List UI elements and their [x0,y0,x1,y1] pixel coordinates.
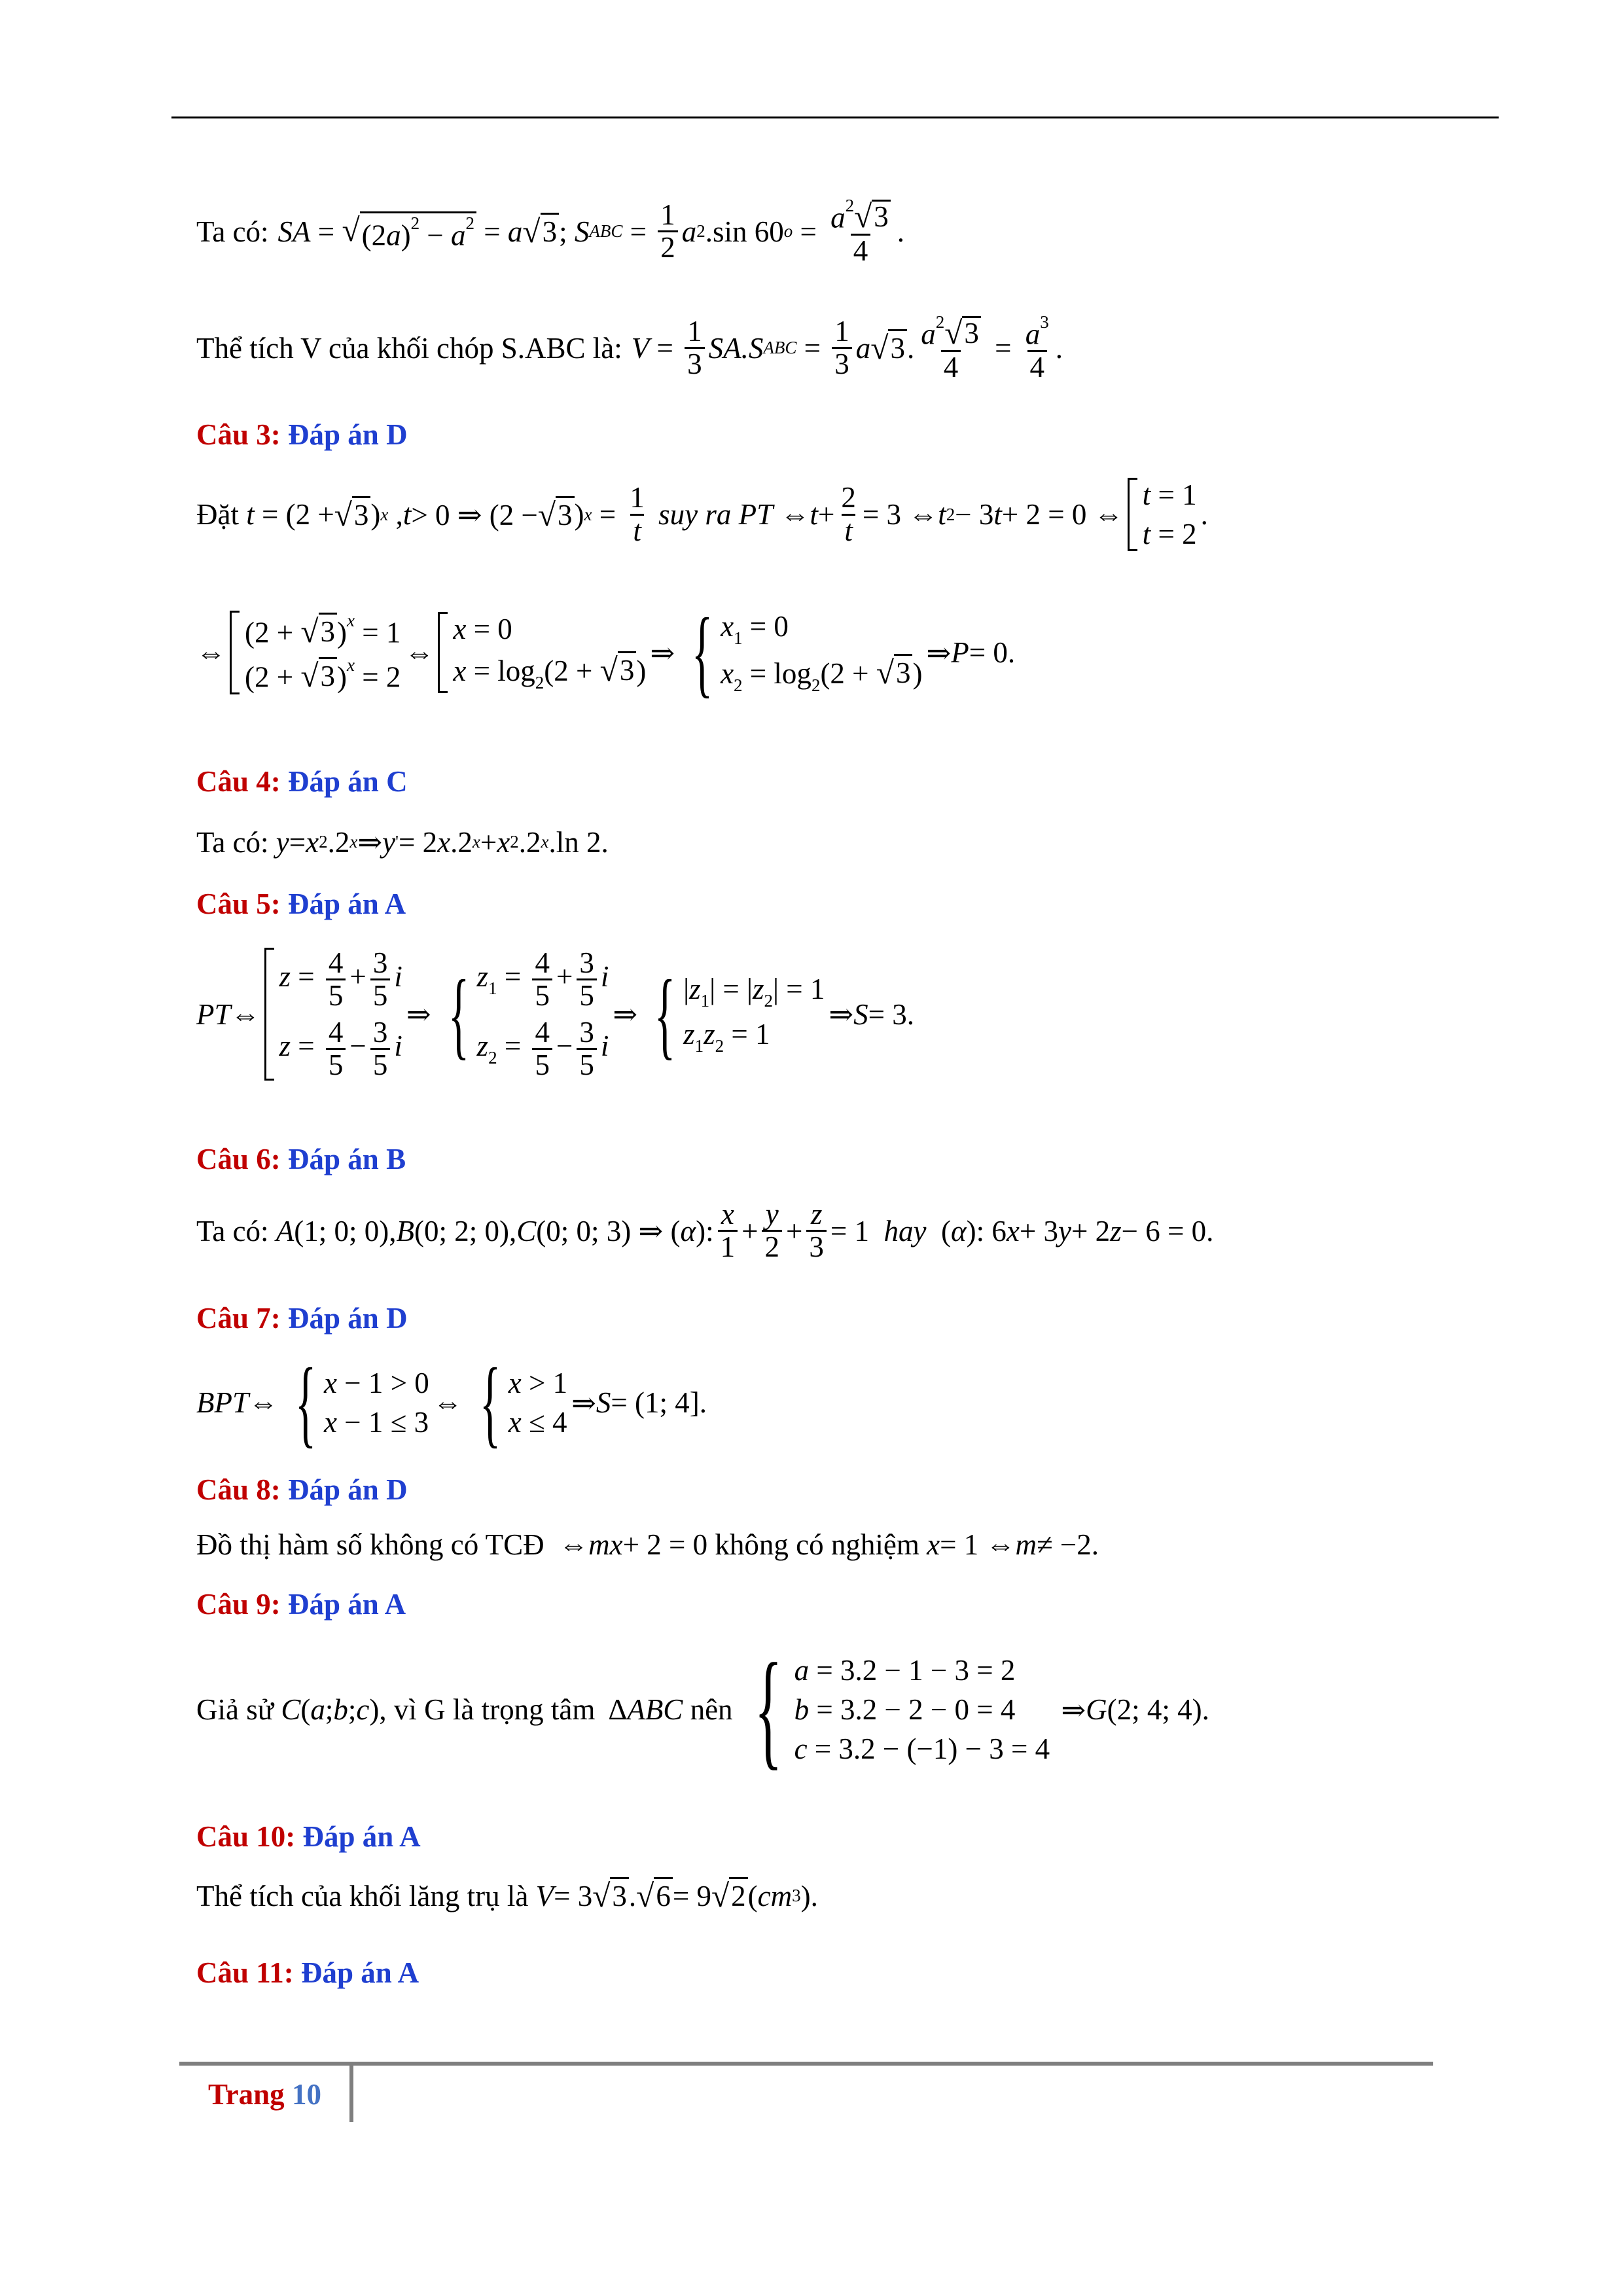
question-5-heading: Câu 5: Đáp án A [196,888,406,920]
question-6-heading: Câu 6: Đáp án B [196,1143,406,1175]
question-7-heading: Câu 7: Đáp án D [196,1302,408,1335]
sa-area-line: Ta có: SA = √ $(2a)^2 - a^2$ = a √ 3 ; S ABC = $\frac{1}{2}$ a 2 .sin 60 o = $a^2$ √ 3 4 . [196,196,905,268]
q7-inequality-line: BPT ⇔ { x − 1 > 0 x − 1 ≤ 3 ⇔ { x > 1 x ≤ 4 ⇒ S = (1; 4]. [196,1348,707,1457]
question-8-heading: Câu 8: Đáp án D [196,1473,408,1506]
q9-centroid-line: Giả sử C ( a ; b ; c ) , vì G là trọng tâm Δ ABC nên { a = 3.2 − 1 − 3 = 2 b = 3.2 − 2 − 0 = 4 c = 3.2 − (−1) − 3 = 4 ⇒ G (2; 4; 4). [196,1637,1209,1782]
question-4-heading: Câu 4: Đáp án C [196,765,408,798]
q3-solution-line: ⇔ (2 + √ 3 )$^x$ = 1 (2 + √ 3 )$^x$ = 2 ⇔ x = 0 $x = \log_2(2$ + √ 3 ) ⇒ { $x_1 = 0$ $x_2 = \log_2(2$ + √ 3 ) ⇒ P = 0. [196,598,1016,707]
q5-solution-line: PT ⇔ z = $\frac{4}{5}$ + $\frac{3}{5}$ i z = $\frac{4}{5}$ − $\frac{3}{5}$ i ⇒ { $z_1$ = $\frac{4}{5}$ + $\frac{3}{5}$ i $z_2$ = $\frac{4}{5}$ − $\frac{3}{5}$ i ⇒ { $|z_1| = |z_2| = 1$ $z_1z_2 = 1$ ⇒ S = 3. [196,946,915,1081]
q8-asymptote-line: Đồ thị hàm số không có TCĐ ⇔ mx + 2 = 0 không có nghiệm x = 1 ⇔ m ≠ −2. [196,1528,1099,1561]
volume-line: Thể tích V của khối chóp S.ABC là: V = $\frac{1}{3}$ SA.S ABC = $\frac{1}{3}$ a √ 3 . $a^2$ √ 3 4 = $\frac{a^3}{4}$ . [196,312,1063,384]
question-10-heading: Câu 10: Đáp án A [196,1820,421,1853]
q4-derivative-line: Ta có: y = x 2 .2 x ⇒ y ' = 2 x .2 x + x 2 .2 x .ln 2. [196,825,609,859]
page-number: Trang 10 [208,2078,321,2111]
header-rule [171,117,1499,118]
footer-rule [179,2062,1433,2066]
line-prefix: Ta có: [196,215,269,248]
q3-substitution-line: Đặt t = (2 + √ 3 ) x , t > 0 ⇒ (2 − √ 3 ) x = $\frac{1}{t}$ suy ra PT ⇔ t + $\frac{2}{t}$ = 3 ⇔ t 2 − 3 t + 2 = 0 ⇔ t = 1 t = 2 . [196,478,1208,550]
question-11-heading: Câu 11: Đáp án A [196,1956,419,1989]
question-9-heading: Câu 9: Đáp án A [196,1588,406,1621]
line-prefix: Thể tích V của khối chóp S.ABC là: [196,331,622,365]
q10-prism-volume-line: Thể tích của khối lăng trụ là V = 3 √ 3 . √ 6 = 9 √ 2 ( cm 3 ). [196,1878,818,1914]
q6-plane-line: Ta có: A (1; 0; 0), B (0; 2; 0), C (0; 0; 3) ⇒ ( α ): $\frac{x}{1}$ + $\frac{y}{2}$ + $\frac{z}{3}$ = 1 hay ( α ): 6 x + 3 y + 2 z − 6 = 0. [196,1198,1214,1264]
question-3-heading: Câu 3: Đáp án D [196,418,408,451]
